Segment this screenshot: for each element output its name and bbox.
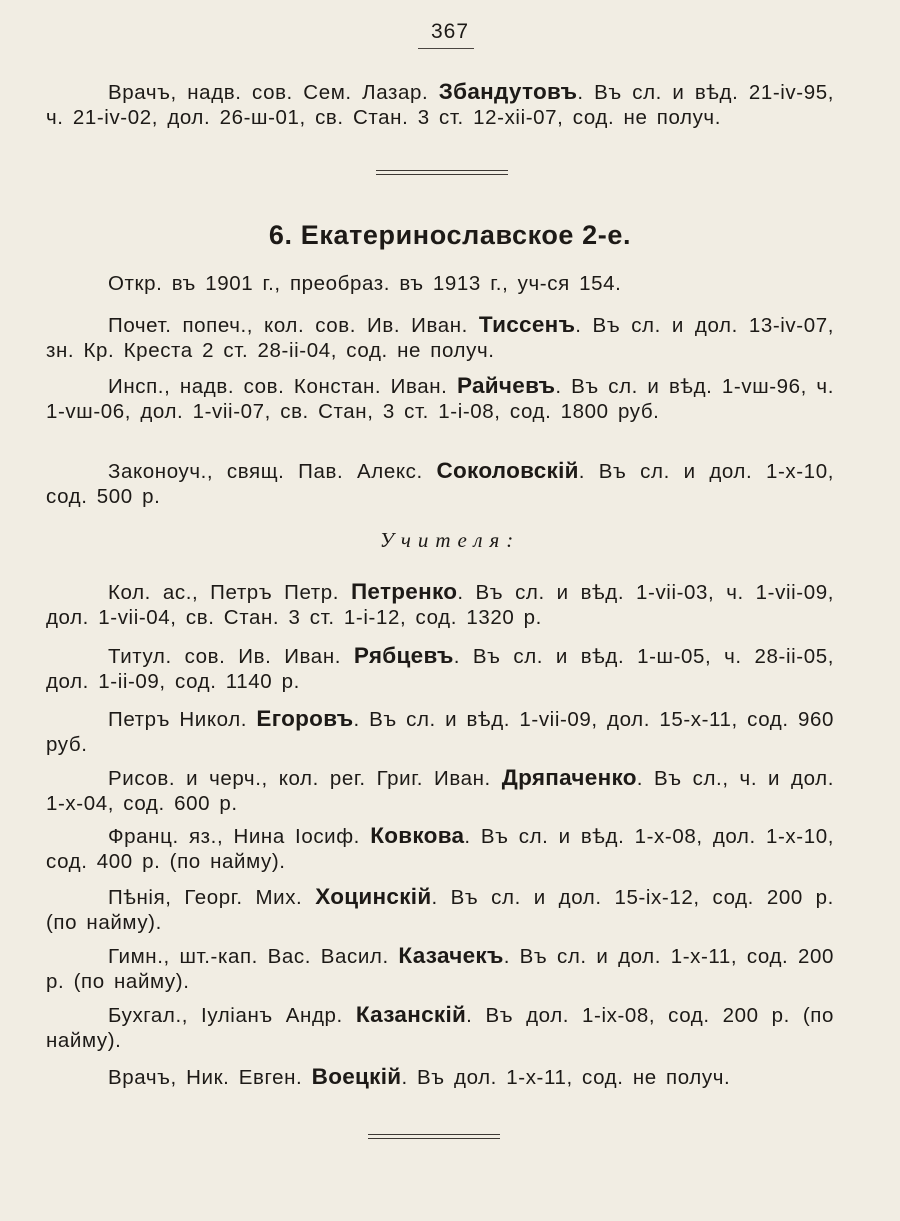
entry-details: . Въ сл. и дол. 1-x-11, сод. 200 р. (по найму). bbox=[46, 945, 834, 993]
entry-details: . Въ сл. и вѣд. 1-vii-09, дол. 15-x-11, сод. 960 руб. bbox=[46, 708, 834, 756]
entry-inspector bbox=[46, 373, 834, 424]
entry-surname: Соколовскій bbox=[436, 458, 579, 483]
entry-prefix: Рисов. и черч., кол. рег. Григ. Иван. bbox=[108, 767, 502, 790]
entry-teacher bbox=[46, 1002, 834, 1053]
entry-details: . Въ сл. и вѣд. 1-ш-05, ч. 28-ii-05, дол. 1-ii-09, сод. 1140 р. bbox=[46, 645, 834, 693]
entry-prefix: Кол. ас., Петръ Петр. bbox=[108, 581, 351, 604]
entry-details: . Въ сл. и дол. 13-iv-07, зн. Кр. Креста 2 ст. 28-ii-04, сод. не получ. bbox=[46, 314, 834, 362]
entry-teacher bbox=[46, 1064, 834, 1090]
entry-surname: Хоцинскій bbox=[315, 884, 432, 909]
entry-surname: Рябцевъ bbox=[353, 643, 454, 668]
entry-prefix: Инсп., надв. сов. Констан. Иван. bbox=[108, 375, 457, 398]
entry-details: . Въ сл. и вѣд. 1-x-08, дол. 1-x-10, сод. 400 р. (по найму). bbox=[46, 825, 834, 873]
entry-prefix: Бухгал., Іуліанъ Андр. bbox=[108, 1004, 356, 1027]
entry-prefix: Пѣнія, Георг. Мих. bbox=[108, 886, 316, 909]
entry-surname: Ковкова bbox=[370, 823, 465, 848]
entry-surname: Казачекъ bbox=[398, 943, 504, 968]
entry-teacher bbox=[46, 823, 834, 874]
entry-details: . Въ сл. и дол. 1-x-10, сод. 500 р. bbox=[46, 460, 834, 508]
page-number-underline bbox=[418, 48, 474, 49]
entry-details: . Въ сл. и вѣд. 21-iv-95, ч. 21-iv-02, дол. 26-ш-01, св. Стан. 3 ст. 12-xii-07, сод. не получ. bbox=[46, 81, 834, 129]
entry-details: . Въ сл. и вѣд. 1-vш-96, ч. 1-vш-06, дол. 1-vii-07, св. Стан, 3 ст. 1-i-08, сод. 1800 руб. bbox=[46, 375, 834, 423]
entry-surname: Дряпаченко bbox=[501, 765, 637, 790]
entry-surname: Воецкій bbox=[311, 1064, 402, 1089]
page-number: 367 bbox=[430, 20, 470, 43]
entry-surname: Тиссенъ bbox=[478, 312, 576, 337]
entry-surname: Петренко bbox=[350, 579, 458, 604]
entry-prefix: Титул. сов. Ив. Иван. bbox=[108, 645, 354, 668]
entry-honorary-trustee bbox=[46, 312, 834, 363]
entry-prefix: Петръ Никол. bbox=[108, 708, 257, 731]
entry-surname: Райчевъ bbox=[456, 373, 556, 398]
entry-doctor-zbandutov bbox=[46, 79, 834, 130]
entry-teacher bbox=[46, 643, 834, 694]
entry-prefix: Гимн., шт.-кап. Вас. Васил. bbox=[108, 945, 399, 968]
entry-prefix: Законоуч., свящ. Пав. Алекс. bbox=[108, 460, 437, 483]
entry-details: . Въ дол. 1-x-11, сод. не получ. bbox=[401, 1066, 731, 1089]
entry-prefix: Врачъ, надв. сов. Сем. Лазар. bbox=[108, 81, 439, 104]
end-divider bbox=[368, 1134, 500, 1139]
entry-prefix: Франц. яз., Нина Іосиф. bbox=[108, 825, 371, 848]
section-divider bbox=[376, 170, 508, 175]
entry-surname: Казанскій bbox=[355, 1002, 467, 1027]
entry-prefix: Врачъ, Ник. Евген. bbox=[108, 1066, 312, 1089]
teachers-heading: Учителя: bbox=[379, 528, 521, 552]
entry-teacher bbox=[46, 579, 834, 630]
entry-teacher bbox=[46, 765, 834, 816]
entry-teacher bbox=[46, 943, 834, 994]
entry-details: . Въ дол. 1-ix-08, сод. 200 р. (по найму). bbox=[46, 1004, 835, 1052]
entry-details: . Въ сл., ч. и дол. 1-x-04, сод. 600 р. bbox=[46, 767, 834, 815]
school-info: Откр. въ 1901 г., преобраз. въ 1913 г., уч-ся 154. bbox=[108, 272, 622, 295]
entry-details: . Въ сл. и дол. 15-ix-12, сод. 200 р. (по найму). bbox=[46, 886, 834, 934]
entry-surname: Збандутовъ bbox=[438, 79, 578, 104]
entry-religion-teacher bbox=[46, 458, 834, 509]
entry-teacher bbox=[46, 706, 834, 757]
entry-surname: Егоровъ bbox=[256, 706, 354, 731]
entry-prefix: Почет. попеч., кол. сов. Ив. Иван. bbox=[108, 314, 479, 337]
entry-teacher bbox=[46, 884, 834, 935]
section-title: 6. Екатеринославское 2-е. bbox=[268, 220, 632, 250]
entry-details: . Въ сл. и вѣд. 1-vii-03, ч. 1-vii-09, дол. 1-vii-04, св. Стан. 3 ст. 1-i-12, сод. 1320 р. bbox=[46, 581, 834, 629]
